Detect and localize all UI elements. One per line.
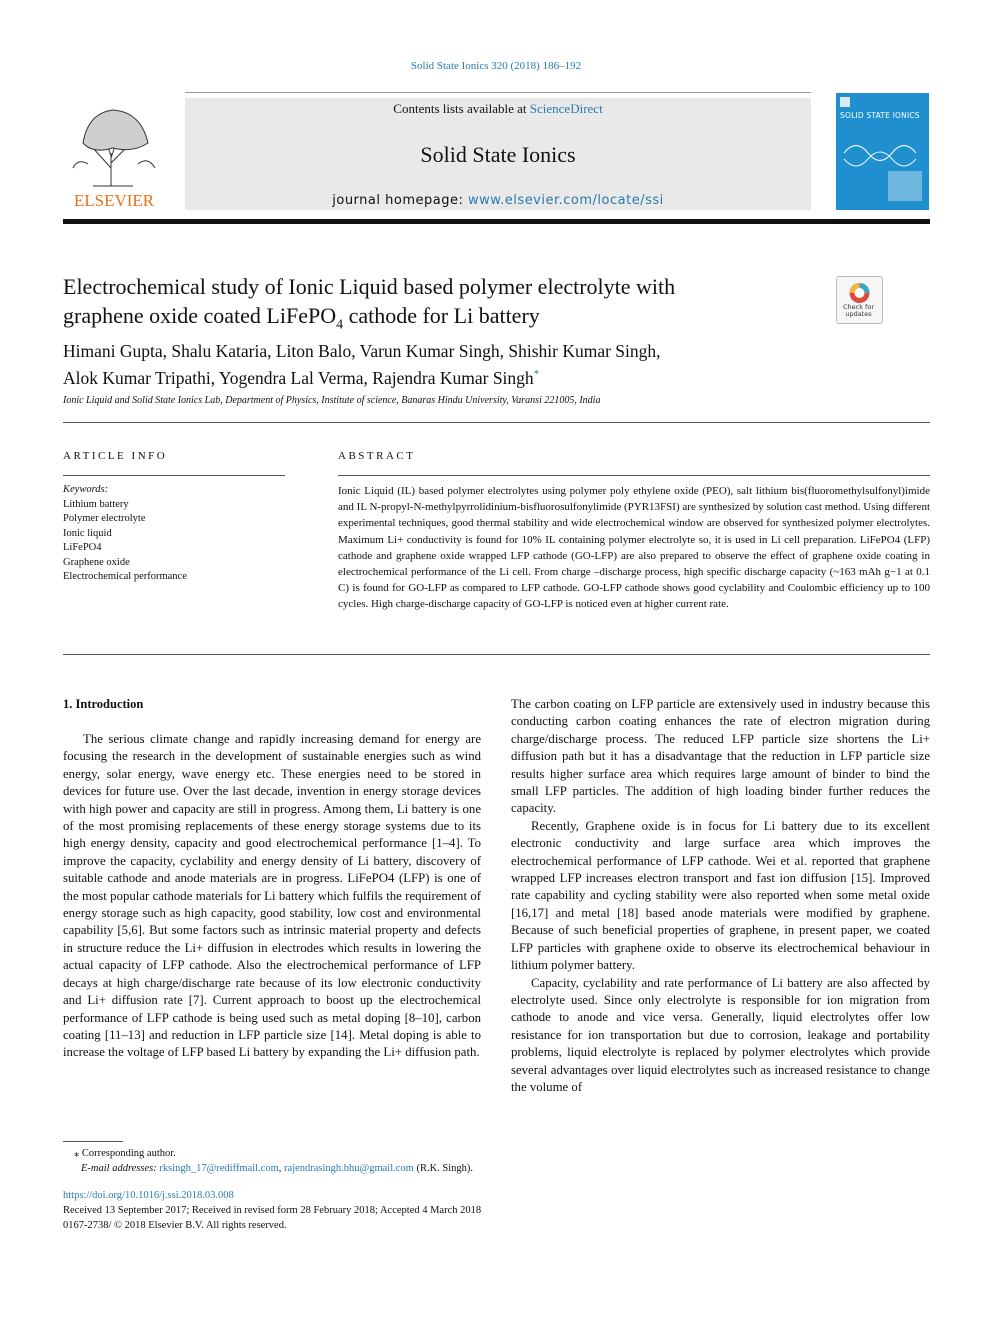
contents-line <box>185 101 811 117</box>
elsevier-logo[interactable] <box>63 98 165 210</box>
body-paragraph: The carbon coating on LFP particle are extensively used in industry because this conducting carbon coating enhances the rate of electron migration during charge/discharge process. The reduced LFP particle size shortens the Li+ diffusion path but it has a disadvantage that the reduction in LFP particle size results higher surface area which requires large amount of binder to bind the small LFP particles. The addition of high loading binder further reduces the capacity. <box>511 697 930 816</box>
article-title-line2 <box>63 301 803 339</box>
title-part-end: cathode for Li battery <box>343 303 540 328</box>
keywords-block <box>63 483 187 585</box>
authors-line2-text: Alok Kumar Tripathi, Yogendra Lal Verma, Rajendra Kumar Singh <box>63 367 534 388</box>
email-label: E-mail addresses: <box>81 1163 160 1174</box>
abstract-text: Ionic Liquid (IL) based polymer electrolytes using polymer poly ethylene oxide (PEO), salt lithium bis(fluoromethylsulfonyl)imide and IL N-propyl-N-methylpyrrolidinium-bisfluorosulfonylimide (PYR13FSI) are synthesized by solution cast method. Using different experimental techniques, good thermal stability and wide electrochemical window are observed for synthesized polymer electrolytes. Maximum Li+ conductivity is found for 10% IL containing polymer electrolyte so, it is used in Li cell preparation. LiFePO4 (LFP) cathode and graphene oxide wrapped LFP cathode (GO-LFP) are also prepared to observe the effect of graphene oxide coating in electrochemical performance of the Li cell. From charge –discharge process, high specific discharge capacity (~163 mAh g−1 at 0.1 C) is found for GO-LFP as compared to LFP cathode. GO-LFP cathode shows good cyclability and Coulombic efficiency up to 100 cycles. High charge-discharge capacity of GO-LFP is noticed even at higher current rate. <box>338 485 930 611</box>
body-paragraph: Capacity, cyclability and rate performance of Li battery are also affected by electrolyte used. Since only electrolyte is responsible for ion migration from cathode to anode and vice versa. Generally, liquid electrolytes offer low resistance for ion transportation but due to corrosion, leakage and portability problems, liquid electrolyte is replaced by polymer electrolytes which provide several advantages over liquid electrolytes such as increased resistance to change the volume of <box>511 975 930 1094</box>
masthead-bottom-rule <box>63 219 930 224</box>
masthead-top-rule <box>185 92 811 93</box>
journal-name: Solid State Ionics <box>420 142 576 167</box>
body-right-column <box>511 696 930 1096</box>
homepage-prefix: journal homepage: <box>332 193 468 208</box>
body-paragraph: The serious climate change and rapidly increasing demand for energy are focusing the research in the development of sustainable energies such as wind energy, solar energy, wave energy etc. These energies need to be stored in devices for future use. Over the last decade, invention in energy storage devices with high power and capacity are still in progress. Among them, Li battery is one of the most promising replacements of these energy storage systems due to its high energy density, capacity and good electrochemical performance [1–4]. To improve the capacity, cyclability and energy density of Li battery, discovery of suitable cathode and anode materials are in progress. LiFePO4 (LFP) is one of the most popular cathode materials for Li battery which fulfils the requirement of energy storage such as high capacity, good stability, low cost and environmental capability [5,6]. But some factors such as intrinsic material property and defects in structure reduce the Li+ diffusion in electrodes which results in lowering the actual capacity of LFP cathode. Also the electrochemical performance of LFP decays at high charge/discharge rate because of its low electronic conductivity and Li+ diffusion rate [7]. Current approach to boost up the electrochemical performance of LFP cathode is being used such as metal doping [8–10], carbon coating [11–13] and reduction in LFP particle size [14]. Metal doping is able to increase the voltage of LFP based Li battery by expanding the Li+ diffusion path. <box>63 732 481 1060</box>
keyword-item: Lithium battery <box>63 498 129 510</box>
article-info-label: ARTICLE INFO <box>63 450 168 462</box>
divider-abstract <box>338 475 930 476</box>
keyword-item: Electrochemical performance <box>63 571 187 582</box>
sciencedirect-link[interactable]: ScienceDirect <box>529 101 603 116</box>
body-paragraph: Recently, Graphene oxide is in focus for Li battery due to its excellent electronic conductivity and large surface area which improves the electrochemical performance of LFP cathode. Wei et al. reported that graphene wrapped LFP increases electron transport and fast ion diffusion [15]. Improved rate capability and cycling stability were also reported when some metal oxide [16,17] and metal [18] based anode materials were modified by graphene. Because of such beneficial properties of graphene, in present paper, we coated LFP particles with graphene oxide to observe its electrochemical behaviour in lithium polymer battery. <box>511 818 930 973</box>
divider-bottom <box>63 654 930 655</box>
article-title <box>63 272 803 339</box>
check-for-updates-label: Check for updates <box>843 303 874 318</box>
email-link-2[interactable]: rajendrasingh.bhu@gmail.com <box>284 1163 414 1174</box>
author-list <box>63 340 863 390</box>
keyword-item: LiFePO4 <box>63 542 102 553</box>
abstract-label: ABSTRACT <box>338 450 416 462</box>
homepage-link[interactable]: www.elsevier.com/locate/ssi <box>467 193 664 208</box>
corresponding-author-link[interactable]: * <box>533 368 540 380</box>
article-title-line1: Electrochemical study of Ionic Liquid based polymer electrolyte with <box>63 274 676 299</box>
journal-reference[interactable]: Solid State Ionics 320 (2018) 186–192 <box>410 60 582 72</box>
footnote-rule <box>63 1141 123 1142</box>
elsevier-tree-icon <box>63 98 165 210</box>
title-part: graphene oxide coated LiFePO <box>63 303 337 328</box>
copyright-line: 0167-2738/ © 2018 Elsevier B.V. All rights reserved. <box>63 1220 287 1231</box>
divider-top <box>63 422 930 423</box>
received-dates: Received 13 September 2017; Received in revised form 28 February 2018; Accepted 4 March 2018 <box>63 1205 482 1216</box>
divider-article-info <box>63 475 285 476</box>
body-left-column <box>63 731 481 1062</box>
email-separator: , <box>278 1163 285 1174</box>
email-suffix: (R.K. Singh). <box>413 1163 474 1174</box>
email-footnote <box>81 1161 473 1176</box>
doi-link[interactable]: https://doi.org/10.1016/j.ssi.2018.03.008 <box>63 1190 234 1201</box>
keyword-item: Polymer electrolyte <box>63 513 146 524</box>
title-subscript: 4 <box>336 317 344 333</box>
publisher-wordmark: ELSEVIER <box>73 191 155 210</box>
affiliation: Ionic Liquid and Solid State Ionics Lab, Department of Physics, Institute of science, Banaras Hindu University, Varansi 221005, India <box>63 395 601 406</box>
authors-line1: Himani Gupta, Shalu Kataria, Liton Balo, Varun Kumar Singh, Shishir Kumar Singh, <box>63 341 661 361</box>
keyword-item: Graphene oxide <box>63 556 130 568</box>
cover-title: SOLID STATE IONICS <box>840 111 920 120</box>
authors-line2 <box>63 363 863 390</box>
keywords-label: Keywords: <box>63 484 109 495</box>
email-link-1[interactable]: rksingh_17@rediffmail.com <box>159 1163 279 1174</box>
keyword-item: Ionic liquid <box>63 527 112 539</box>
corresponding-footnote: ⁎ Corresponding author. <box>74 1148 176 1159</box>
homepage-line <box>185 193 811 208</box>
contents-prefix: Contents lists available at <box>393 101 530 116</box>
section-heading-introduction: 1. Introduction <box>63 697 144 711</box>
